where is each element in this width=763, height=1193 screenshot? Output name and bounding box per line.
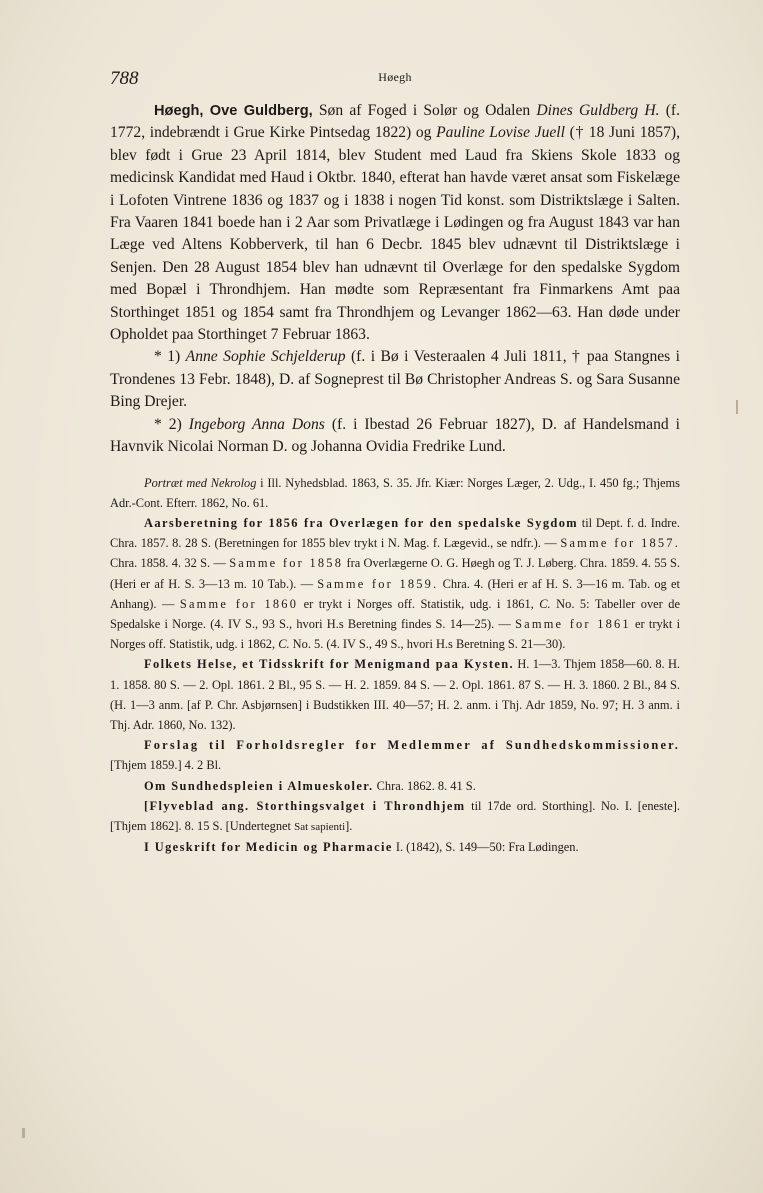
first-wife-details: (f. i Bø i Vesteraalen 4 Juli 1811, † paa Stangnes i Trondenes 13 Febr. 1848), D. af Sogneprest til Bø Christopher Andreas S. og Sara Susanne Bing Drejer.: [110, 348, 680, 411]
forslag-details: [Thjem 1859.] 4. 2 Bl.: [110, 758, 222, 773]
flyveblad-title: [Flyveblad ang. Storthingsvalget i Throndhjem: [144, 798, 466, 813]
father-name: Dines Guldberg H.: [536, 102, 660, 119]
annual-report-1860: Samme for 1860: [179, 596, 299, 611]
reference-portrait: [110, 473, 680, 513]
biography-paragraph: [110, 100, 680, 346]
second-wife-paragraph: [110, 414, 680, 459]
annual-report-1859: Samme for 1859.: [317, 576, 439, 591]
second-wife-name: Ingeborg Anna Dons: [188, 415, 325, 433]
first-wife-paragraph: [110, 346, 680, 413]
annual-report-1858: Samme for 1858: [229, 556, 344, 571]
flyveblad-details: til 17de ord. Storthing]. No. I. [eneste]. [Thjem 1862]. 8. 15 S. [Undertegnet: [110, 798, 680, 833]
annual-report-text-6: No. 5: Tabeller over de Spedalske i Norge. (4. IV S., 93 S., hvori H.s Beretning findes S. 14—25). —: [110, 596, 681, 631]
folkets-helse-details: H. 1—3. Thjem 1858—60. 8. H. 1. 1858. 80 S. — 2. Opl. 1861. 2 Bl., 95 S. — H. 2. 1859. 84 S. — 2. Opl. 1861. 87 S. — H. 3. 1860. 2 Bl., 84 S. (H. 1—3 anm. [af P. Chr. Asbjørnsen] i Budstikken III. 40—57; H. 2. anm. i Thj. Adr 1859, No. 97; H. 3 anm. i Thj. Adr. 1860, No. 132).: [110, 657, 680, 732]
bio-text-b: (f. 1772, indebrændt i Grue Kirke Pintsedag 1822) og: [110, 102, 681, 142]
annual-report-text-8: No. 5. (4. IV S., 49 S., hvori H.s Beretning S. 21—30).: [289, 637, 566, 652]
bibliography: [110, 473, 680, 858]
annual-report-title: Aarsberetning for 1856 fra Overlægen for den spedalske Sygdom: [144, 515, 579, 530]
first-wife-name: Anne Sophie Schjelderup: [185, 348, 346, 366]
annual-report-text-1: til Dept. f. d. Indre. Chra. 1857. 8. 28 S. (Beretningen for 1855 blev trykt i N. Mag. f. Lægevid., se ndfr.). —: [110, 515, 680, 551]
ugeskrift-details: I. (1842), S. 149—50: Fra Lødingen.: [392, 840, 579, 855]
bio-text-a: Søn af Foged i Solør og Odalen: [312, 102, 537, 119]
sundhedspleien-details: Chra. 1862. 8. 41 S.: [373, 778, 476, 793]
flyveblad-end: ].: [345, 818, 353, 833]
second-wife-marker: * 2): [154, 415, 189, 433]
ugeskrift-title: I Ugeskrift for Medicin og Pharmacie: [144, 840, 393, 855]
reference-forslag: [110, 735, 680, 775]
annual-report-1857: Samme for 1857.: [560, 536, 680, 551]
annual-report-text-7: er trykt i Norges off. Statistik, udg. i 1862,: [110, 616, 681, 652]
reference-flyveblad: [110, 796, 680, 837]
mother-name: Pauline Lovise Juell: [436, 124, 565, 142]
annual-report-1861: Samme for 1861: [515, 616, 631, 631]
entry-name: Høegh, Ove Guldberg,: [154, 103, 313, 119]
annual-report-series-c-1: C.: [539, 596, 551, 611]
biography-entry: [110, 100, 680, 459]
annual-report-text-3: fra Overlægerne O. G. Høegh og T. J. Løberg. Chra. 1859. 4. 55 S. (Heri er af H. S. 3—13 m. 10 Tab.). —: [110, 556, 681, 591]
sundhedspleien-title: Om Sundhedspleien i Almueskoler.: [144, 778, 374, 793]
reference-annual-reports: [110, 513, 680, 654]
annual-report-series-c-2: C.: [278, 637, 290, 652]
flyveblad-signature: Sat sapienti: [294, 820, 346, 833]
reference-portrait-title: Portræt med Nekrolog: [144, 475, 257, 490]
page-body: [110, 100, 680, 857]
forslag-title: Forslag til Forholdsregler for Medlemmer af Sundhedskommissioner.: [144, 738, 680, 753]
page-number: 788: [110, 68, 139, 89]
reference-sundhedspleien: [110, 776, 680, 796]
bio-text-c: († 18 Juni 1857), blev født i Grue 23 April 1814, blev Student med Laud fra Skiens Skole 1833 og medicinsk Kandidat med Haud i Oktbr. 1840, efterat han havde været ansat som Fiskelæge i Lofoten Vintrene 1836 og 1837 og i 1838 i nogen Tid konst. som Distriktslæge i Salten. Fra Vaaren 1841 boede han i 2 Aar som Privatlæge i Lødingen og fra August 1843 var han Læge ved Altens Kobberverk, til han 6 Decbr. 1845 blev udnævnt til Distriktslæge i Senjen. Den 28 August 1854 blev han udnævnt til Overlæge for den spedalske Sygdom med Bopæl i Throndhjem. Han mødte som Repræsentant fra Finmarkens Amt paa Storthinget 1851 og 1854 samt fra Throndhjem og Levanger 1862—63. Han døde under Opholdet paa Storthinget 7 Februar 1863.: [110, 124, 680, 344]
annual-report-text-2: Chra. 1858. 4. 32 S. —: [110, 556, 230, 571]
running-head: Høegh: [378, 70, 412, 84]
page-header: [110, 64, 680, 90]
first-wife-marker: * 1): [154, 348, 186, 366]
annual-report-text-4: Chra. 4. (Heri er af H. S. 3—16 m. Tab. og et Anhang). —: [110, 576, 680, 611]
reference-folkets-helse: [110, 654, 680, 735]
print-speck: [22, 1128, 25, 1138]
annual-report-text-5: er trykt i Norges off. Statistik, udg. i 1861,: [298, 596, 540, 611]
second-wife-details: (f. i Ibestad 26 Februar 1827), D. af Handelsmand i Havnvik Nicolai Norman D. og Johanna Ovidia Fredrike Lund.: [110, 415, 680, 456]
folkets-helse-title: Folkets Helse, et Tidsskrift for Menigmand paa Kysten.: [144, 657, 515, 672]
print-speck: [736, 400, 738, 414]
reference-portrait-details: i Ill. Nyhedsblad. 1863, S. 35. Jfr. Kiær: Norges Læger, 2. Udg., I. 450 fg.; Thjems Adr.-Cont. Efterr. 1862, No. 61.: [110, 475, 680, 510]
reference-ugeskrift: [110, 837, 680, 857]
